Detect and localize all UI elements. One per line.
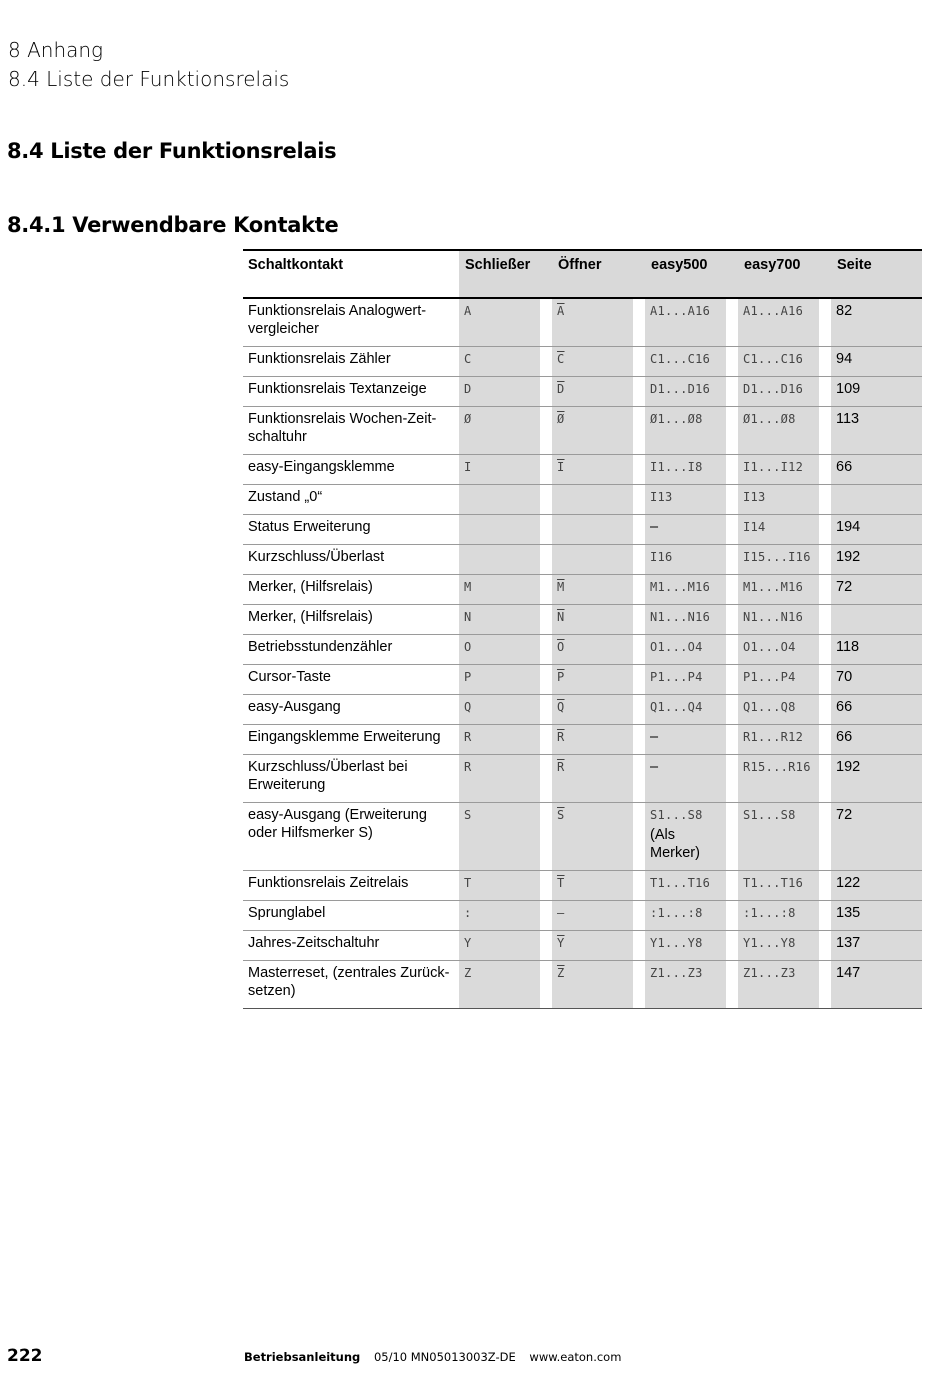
page-ref: 66 [836,699,853,715]
table-header-row [243,250,922,298]
easy500-range: I16 [650,550,673,564]
contact-name: Kurzschluss/Überlast [248,549,385,565]
easy700-range: D1...D16 [743,382,804,396]
normally-open-symbol: Z [464,966,472,980]
easy500-range: Y1...Y8 [650,936,703,950]
page-ref: 194 [836,519,861,535]
contact-name: easy-Ausgang (Erweiterung oder Hilfsmerker S) [248,807,427,841]
table-row [243,961,922,1009]
normally-closed-symbol: $\overline{T}$ [557,876,565,890]
normally-closed-symbol: $\overline{Q}$ [557,700,565,714]
table-row [243,377,922,407]
easy700-range: I13 [743,490,766,504]
table-row [243,515,922,545]
easy500-range: N1...N16 [650,610,711,624]
normally-closed-symbol: $\overline{C}$ [557,352,565,366]
easy700-range: A1...A16 [743,304,804,318]
page-ref: 82 [836,303,853,319]
normally-closed-symbol: $\overline{M}$ [557,580,565,594]
easy700-range: Y1...Y8 [743,936,796,950]
page-ref: 113 [836,411,860,427]
contact-name: Cursor-Taste [248,669,331,685]
table-row [243,665,922,695]
page-ref: 122 [836,875,861,891]
normally-open-symbol: Y [464,936,472,950]
normally-open-symbol: S [464,808,472,822]
contacts-table [243,249,922,1009]
easy700-range: I14 [743,520,766,534]
easy700-range: I15...I16 [743,550,811,564]
table-row [243,485,922,515]
easy500-range: S1...S8 [650,808,703,822]
easy500-range: – [650,759,659,775]
contact-name: easy-Eingangsklemme [248,459,395,475]
table-row [243,545,922,575]
column-header: easy700 [738,251,819,297]
page-number: 222 [7,1346,43,1366]
table-row [243,931,922,961]
contact-name: Status Erweiterung [248,519,371,535]
page-ref: 66 [836,729,853,745]
section-title: 8.4 Liste der Funktionsrelais [8,67,290,91]
column-header: Schaltkontakt [248,257,344,273]
normally-open-symbol: Q [464,700,472,714]
doc-reference: 05/10 MN05013003Z-DE [373,1350,516,1364]
easy500-note: (Als Merker) [650,827,700,861]
contact-name: Jahres-Zeitschaltuhr [248,935,380,951]
page-ref: 137 [836,935,861,951]
normally-open-symbol: Ø [464,412,472,426]
easy700-range: Q1...Q8 [743,700,796,714]
contact-name: Eingangsklemme Erweiterung [248,729,441,745]
running-header [8,36,289,94]
normally-closed-symbol: $\overline{D}$ [557,382,565,396]
contact-name: Funktionsrelais Zeitrelais [248,875,409,891]
table-row [243,635,922,665]
page-ref: 147 [836,965,861,981]
column-header: easy500 [645,251,726,297]
contact-name: Kurzschluss/Überlast bei Erweiterung [248,759,408,793]
normally-closed-symbol: – [557,906,565,920]
easy700-range: R1...R12 [743,730,804,744]
page-ref: 192 [836,549,861,565]
column-header: Seite [831,251,922,297]
easy500-range: M1...M16 [650,580,711,594]
normally-closed-symbol: $\overline{Ø}$ [557,412,565,426]
easy500-range: I13 [650,490,673,504]
contact-name: easy-Ausgang [248,699,341,715]
table-row [243,755,922,803]
footer-info [244,1350,631,1364]
easy500-range: D1...D16 [650,382,711,396]
easy700-range: Ø1...Ø8 [743,412,796,426]
easy500-range: :1...:8 [650,906,703,920]
contact-name: Betriebsstundenzähler [248,639,393,655]
easy700-range: Z1...Z3 [743,966,796,980]
chapter-title: 8 Anhang [8,38,104,62]
normally-closed-symbol: $\overline{A}$ [557,304,565,318]
page-ref: 135 [836,905,861,921]
easy500-range: A1...A16 [650,304,711,318]
page-ref: 118 [836,639,860,655]
page-ref: 70 [836,669,853,685]
easy700-range: C1...C16 [743,352,804,366]
table-row [243,605,922,635]
page-ref: 72 [836,579,853,595]
normally-open-symbol: T [464,876,472,890]
easy700-range: :1...:8 [743,906,796,920]
easy700-range: R15...R16 [743,760,811,774]
easy500-range: O1...O4 [650,640,703,654]
footer-url: www.eaton.com [529,1350,622,1364]
normally-closed-symbol: $\overline{N}$ [557,610,565,624]
normally-open-symbol: M [464,580,472,594]
column-header: Schließer [459,251,540,297]
normally-open-symbol: : [464,906,472,920]
doc-title: Betriebsanleitung [244,1350,361,1364]
contact-name: Funktionsrelais Textanzeige [248,381,427,397]
contact-name: Sprunglabel [248,905,326,921]
table-row [243,695,922,725]
normally-open-symbol: R [464,730,472,744]
normally-closed-symbol: $\overline{R}$ [557,730,565,744]
easy500-range: – [650,519,659,535]
normally-closed-symbol: $\overline{Z}$ [557,966,565,980]
easy700-range: N1...N16 [743,610,804,624]
normally-closed-symbol: $\overline{R}$ [557,760,565,774]
normally-open-symbol: I [464,460,472,474]
contact-name: Masterreset, (zentrales Zurück-setzen) [248,965,450,999]
table-row [243,803,922,871]
contact-name: Funktionsrelais Analogwert-vergleicher [248,303,427,337]
page-ref: 66 [836,459,853,475]
page-ref: 192 [836,759,861,775]
normally-open-symbol: O [464,640,472,654]
column-header: Öffner [552,251,633,297]
normally-closed-symbol: $\overline{P}$ [557,670,565,684]
easy500-range: P1...P4 [650,670,703,684]
easy500-range: I1...I8 [650,460,703,474]
normally-closed-symbol: $\overline{O}$ [557,640,565,654]
easy700-range: P1...P4 [743,670,796,684]
easy700-range: T1...T16 [743,876,804,890]
normally-open-symbol: N [464,610,472,624]
easy500-range: T1...T16 [650,876,711,890]
easy500-range: Q1...Q4 [650,700,703,714]
subsection-heading: 8.4.1 Verwendbare Kontakte [7,213,339,237]
easy700-range: S1...S8 [743,808,796,822]
normally-closed-symbol: $\overline{S}$ [557,808,565,822]
table-row [243,455,922,485]
contact-name: Funktionsrelais Wochen-Zeit-schaltuhr [248,411,437,445]
table-row [243,871,922,901]
normally-open-symbol: D [464,382,472,396]
easy500-range: – [650,729,659,745]
table-row [243,725,922,755]
easy700-range: M1...M16 [743,580,804,594]
normally-closed-symbol: $\overline{I}$ [557,460,565,474]
easy500-range: Ø1...Ø8 [650,412,703,426]
easy500-range: Z1...Z3 [650,966,703,980]
page-ref: 72 [836,807,853,823]
contact-name: Funktionsrelais Zähler [248,351,391,367]
contact-name: Merker, (Hilfsrelais) [248,609,373,625]
normally-open-symbol: R [464,760,472,774]
contact-name: Zustand „0“ [248,489,323,505]
normally-open-symbol: A [464,304,472,318]
table-row [243,407,922,455]
normally-open-symbol: P [464,670,472,684]
normally-open-symbol: C [464,352,472,366]
easy500-range: C1...C16 [650,352,711,366]
easy700-range: I1...I12 [743,460,804,474]
table-row [243,298,922,347]
easy700-range: O1...O4 [743,640,796,654]
section-heading: 8.4 Liste der Funktionsrelais [7,139,337,163]
normally-closed-symbol: $\overline{Y}$ [557,936,565,950]
contact-name: Merker, (Hilfsrelais) [248,579,373,595]
table-row [243,575,922,605]
table-row [243,901,922,931]
table-row [243,347,922,377]
page-ref: 109 [836,381,861,397]
page-ref: 94 [836,351,853,367]
